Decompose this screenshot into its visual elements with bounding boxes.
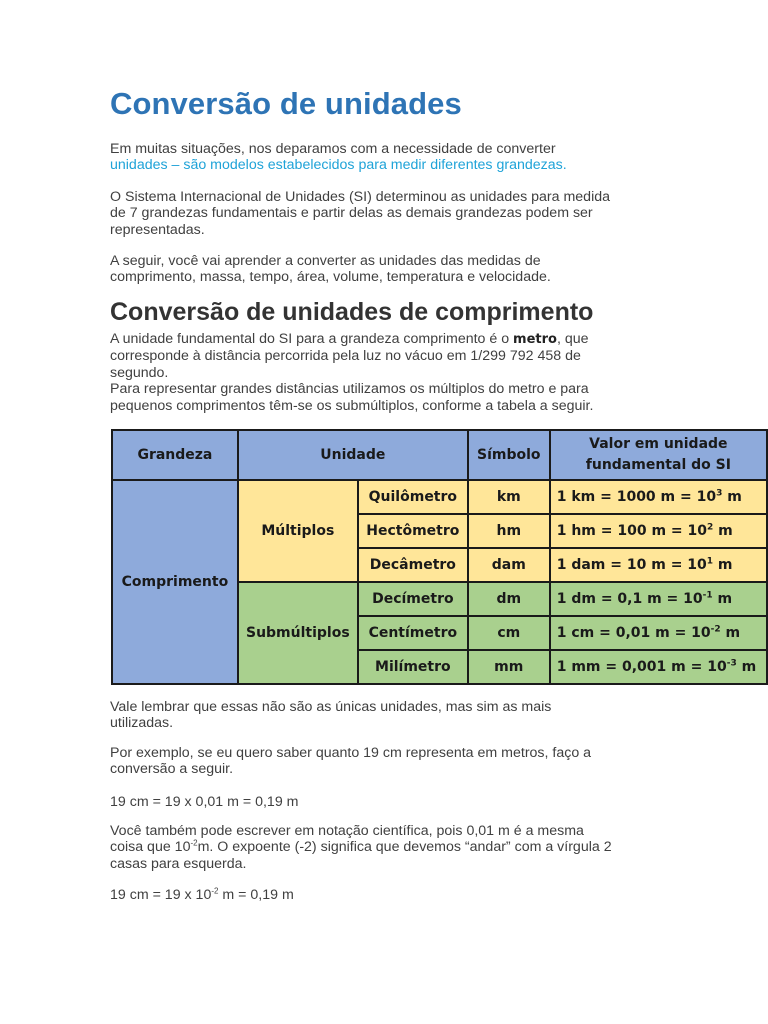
example-line-1: Por exemplo, se eu quero saber quanto 19 cm representa em metros, faço a [110, 745, 592, 761]
value-text: 1 dam = 10 m = 10 [556, 557, 707, 573]
table-row [112, 480, 767, 514]
value-exponent: -3 [726, 658, 737, 669]
equation-2-end: m = 0,19 m [218, 887, 294, 903]
header-unidade: Unidade [238, 430, 468, 480]
value-exponent: 3 [716, 488, 723, 499]
metro-bold: metro [513, 332, 557, 347]
equation-2-start: 19 cm = 19 x 10 [110, 887, 212, 903]
si-line-2: de 7 grandezas fundamentais e partir delas as demais grandezas podem ser [110, 205, 593, 222]
equation-1-text: 19 cm = 19 x 0,01 m = 0,19 m [110, 794, 299, 810]
notation-line-2-start: coisa que 10 [110, 839, 191, 856]
cell-symbol: km [468, 480, 550, 514]
example-line-2: conversão a seguir. [110, 761, 234, 778]
next-paragraph [110, 253, 670, 286]
cell-unit: Quilômetro [358, 480, 468, 514]
value-text: 1 mm = 0,001 m = 10 [556, 659, 727, 675]
length-line-1 [110, 331, 670, 348]
notation-line-2-end: m. O expoente (-2) significa que devemos “andar” com a vírgula 2 [197, 839, 612, 856]
length-line-4: Para representar grandes distâncias utilizamos os múltiplos do metro e para [110, 381, 589, 398]
cell-unit: Decímetro [358, 582, 468, 616]
intro-link[interactable]: unidades – são modelos estabelecidos para medir diferentes grandezas. [110, 157, 567, 174]
cell-symbol: hm [468, 514, 550, 548]
value-exponent: -2 [710, 624, 721, 635]
example-paragraph [110, 745, 670, 778]
notation-exponent: -2 [190, 838, 198, 848]
cell-unit: Milímetro [358, 650, 468, 684]
notation-line-1: Você também pode escrever em notação científica, pois 0,01 m é a mesma [110, 823, 584, 839]
next-line-1: A seguir, você vai aprender a converter as unidades das medidas de [110, 253, 541, 269]
cell-value [550, 650, 767, 684]
cell-symbol: dm [468, 582, 550, 616]
length-line-3: segundo. [110, 364, 169, 381]
equation-2-text [110, 887, 670, 903]
cell-unit: Centímetro [358, 616, 468, 650]
value-text: 1 cm = 0,01 m = 10 [556, 625, 711, 641]
intro-line-1: Em muitas situações, nos deparamos com a necessidade de converter [110, 141, 556, 157]
notation-line-3: casas para esquerda. [110, 855, 247, 872]
header-simbolo: Símbolo [468, 430, 550, 480]
cell-value [550, 514, 767, 548]
equation-2 [110, 887, 670, 903]
value-suffix: m [720, 625, 741, 641]
after-table-line-2: utilizadas. [110, 715, 174, 732]
value-suffix: m [712, 591, 733, 607]
cell-multiplos: Múltiplos [238, 480, 358, 582]
length-paragraph [110, 331, 670, 414]
cell-unit: Decâmetro [358, 548, 468, 582]
length-line-1-end: , que [556, 331, 589, 347]
cell-symbol: dam [468, 548, 550, 582]
value-exponent: -1 [702, 590, 713, 601]
value-suffix: m [713, 557, 733, 573]
si-line-1: O Sistema Internacional de Unidades (SI) determinou as unidades para medida [110, 189, 610, 205]
header-valor [550, 430, 767, 480]
header-valor-line-1: Valor em unidade [589, 436, 728, 452]
length-line-2: corresponde à distância percorrida pela luz no vácuo em 1/299 792 458 de [110, 348, 581, 365]
table-header-row [112, 430, 767, 480]
cell-value [550, 548, 767, 582]
intro-paragraph [110, 141, 670, 174]
equation-1 [110, 794, 670, 810]
cell-value [550, 480, 767, 514]
notation-paragraph [110, 823, 670, 872]
cell-comprimento: Comprimento [112, 480, 238, 684]
header-valor-line-2: fundamental do SI [585, 457, 731, 473]
after-table-paragraph [110, 699, 670, 732]
section-title: Conversão de unidades de comprimento [110, 298, 594, 326]
length-line-5: pequenos comprimentos têm-se os submúltiplos, conforme a tabela a seguir. [110, 397, 594, 414]
notation-line-2 [110, 839, 670, 855]
si-paragraph [110, 189, 670, 238]
cell-submultiplos: Submúltiplos [238, 582, 358, 684]
value-suffix: m [713, 523, 733, 539]
value-suffix: m [722, 489, 742, 505]
header-grandeza: Grandeza [112, 430, 238, 480]
value-suffix: m [736, 659, 757, 675]
si-line-3: representadas. [110, 221, 205, 238]
equation-2-exponent: -2 [211, 886, 219, 896]
page-title: Conversão de unidades [110, 86, 462, 121]
after-table-line-1: Vale lembrar que essas não são as únicas unidades, mas sim as mais [110, 699, 552, 715]
value-text: 1 km = 1000 m = 10 [556, 489, 717, 505]
cell-value [550, 582, 767, 616]
length-line-1-start: A unidade fundamental do SI para a grandeza comprimento é o [110, 331, 514, 347]
value-exponent: 2 [707, 522, 714, 533]
cell-value [550, 616, 767, 650]
cell-unit: Hectômetro [358, 514, 468, 548]
cell-symbol: cm [468, 616, 550, 650]
units-table [111, 429, 768, 685]
value-text: 1 hm = 100 m = 10 [556, 523, 708, 539]
cell-symbol: mm [468, 650, 550, 684]
next-line-2: comprimento, massa, tempo, área, volume, temperatura e velocidade. [110, 269, 551, 286]
value-exponent: 1 [706, 556, 714, 567]
value-text: 1 dm = 0,1 m = 10 [556, 591, 703, 607]
